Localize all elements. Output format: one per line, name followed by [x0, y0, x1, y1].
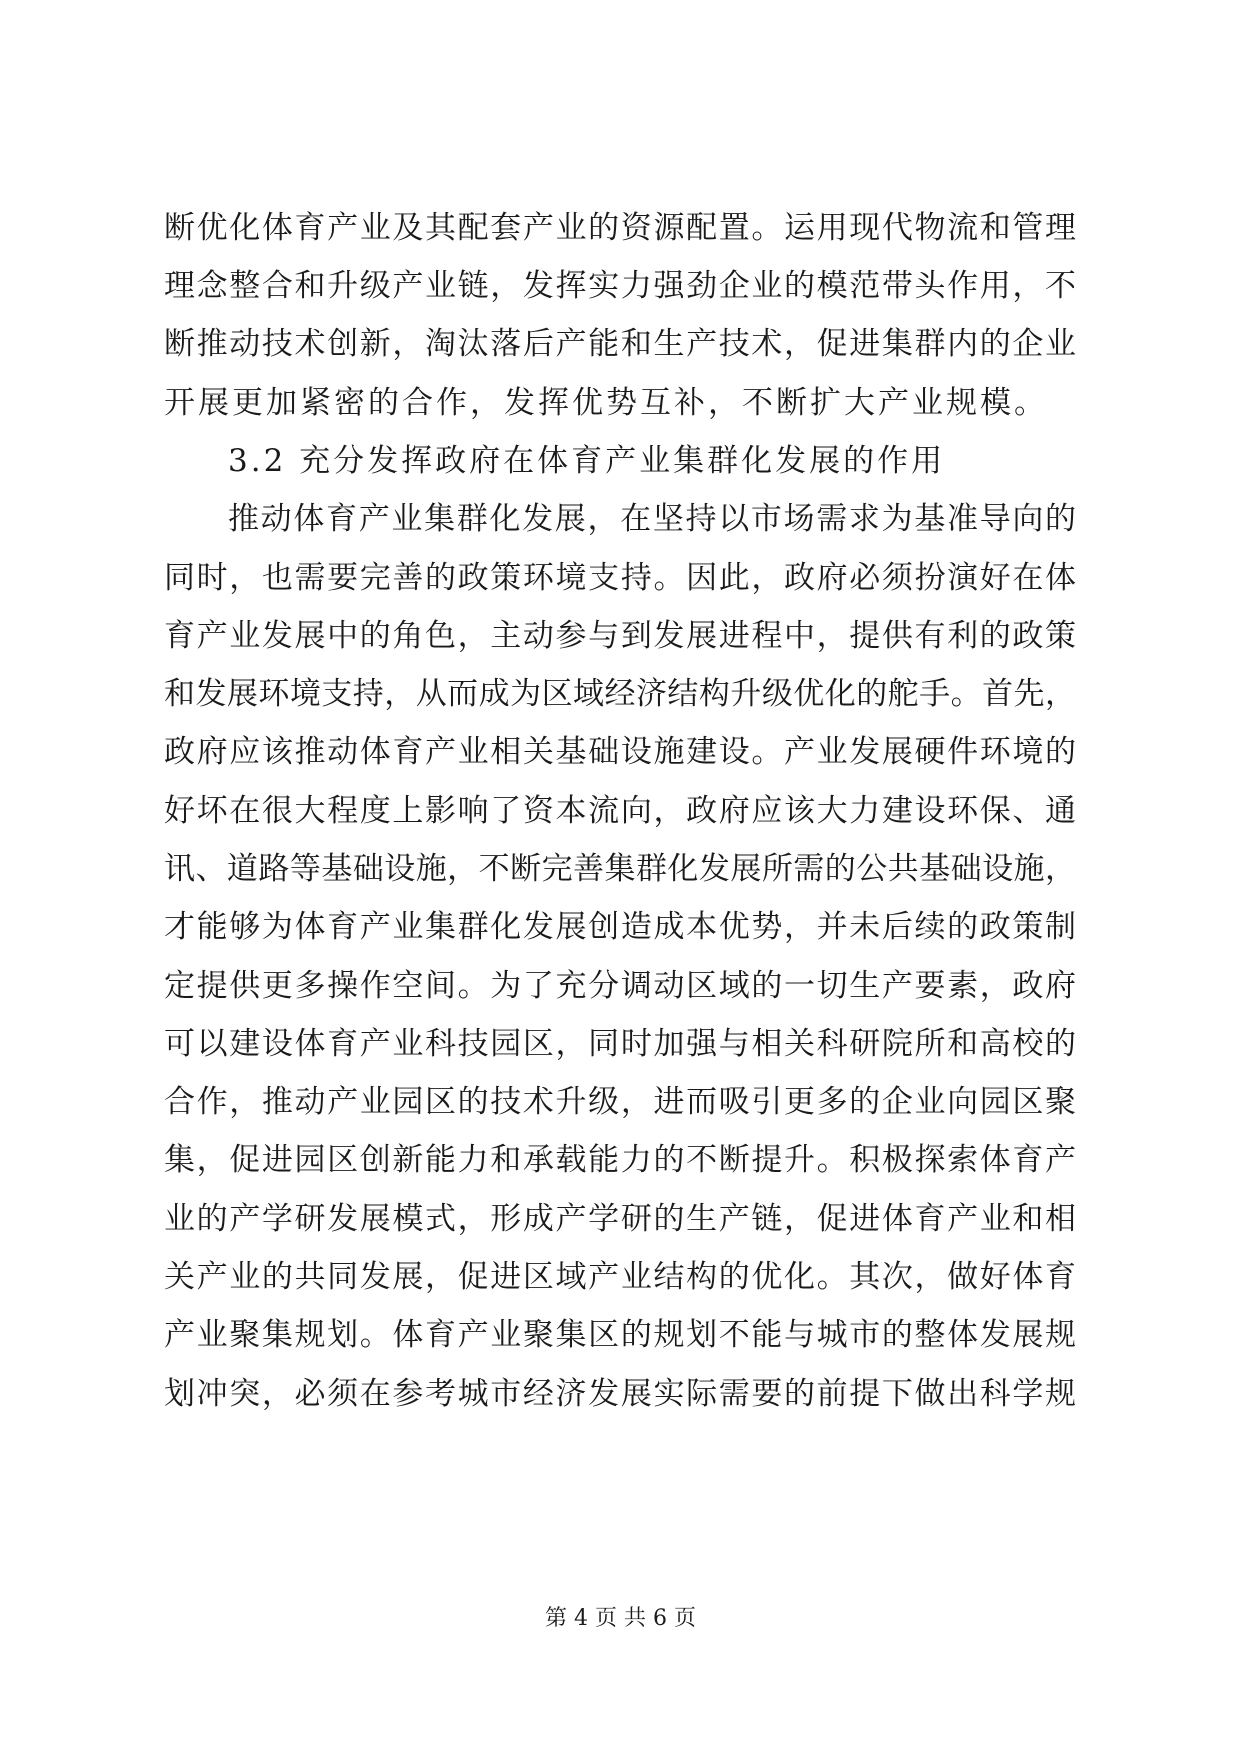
paragraph-2-line-3: 育产业发展中的角色，主动参与到发展进程中，提供有利的政策 — [164, 618, 1076, 654]
paragraph-1-line-2: 理念整合和升级产业链，发挥实力强劲企业的模范带头作用，不 — [164, 268, 1076, 304]
paragraph-1-line-1: 断优化体育产业及其配套产业的资源配置。运用现代物流和管理 — [164, 210, 1076, 246]
paragraph-2-line-2: 同时，也需要完善的政策环境支持。因此，政府必须扮演好在体 — [164, 560, 1076, 596]
paragraph-2-line-13: 业的产学研发展模式，形成产学研的生产链，促进体育产业和相 — [164, 1201, 1076, 1237]
paragraph-1-line-3: 断推动技术创新，淘汰落后产能和生产技术，促进集群内的企业 — [164, 326, 1076, 362]
paragraph-2-line-5: 政府应该推动体育产业相关基础设施建设。产业发展硬件环境的 — [164, 734, 1076, 770]
paragraph-2-line-11: 合作，推动产业园区的技术升级，进而吸引更多的企业向园区聚 — [164, 1084, 1076, 1120]
paragraph-2-line-1: 推动体育产业集群化发展，在坚持以市场需求为基准导向的 — [228, 501, 1076, 537]
paragraph-2-line-8: 才能够为体育产业集群化发展创造成本优势，并未后续的政策制 — [164, 909, 1076, 945]
paragraph-2-line-7: 讯、道路等基础设施，不断完善集群化发展所需的公共基础设施， — [164, 851, 1076, 887]
paragraph-1-line-4: 开展更加紧密的合作，发挥优势互补，不断扩大产业规模。 — [164, 385, 1048, 421]
section-heading-3-2: 3.2 充分发挥政府在体育产业集群化发展的作用 — [228, 443, 946, 479]
paragraph-2-line-14: 关产业的共同发展，促进区域产业结构的优化。其次，做好体育 — [164, 1259, 1076, 1295]
page-number-footer: 第 4 页 共 6 页 — [545, 1606, 696, 1631]
paragraph-2-line-9: 定提供更多操作空间。为了充分调动区域的一切生产要素，政府 — [164, 968, 1076, 1004]
paragraph-2-line-16: 划冲突，必须在参考城市经济发展实际需要的前提下做出科学规 — [164, 1376, 1076, 1412]
paragraph-2-line-15: 产业聚集规划。体育产业聚集区的规划不能与城市的整体发展规 — [164, 1317, 1076, 1353]
paragraph-2-line-4: 和发展环境支持，从而成为区域经济结构升级优化的舵手。首先， — [164, 676, 1076, 712]
paragraph-2-line-6: 好坏在很大程度上影响了资本流向，政府应该大力建设环保、通 — [164, 793, 1076, 829]
paragraph-2-line-10: 可以建设体育产业科技园区，同时加强与相关科研院所和高校的 — [164, 1026, 1076, 1062]
paragraph-2-line-12: 集，促进园区创新能力和承载能力的不断提升。积极探索体育产 — [164, 1142, 1076, 1178]
